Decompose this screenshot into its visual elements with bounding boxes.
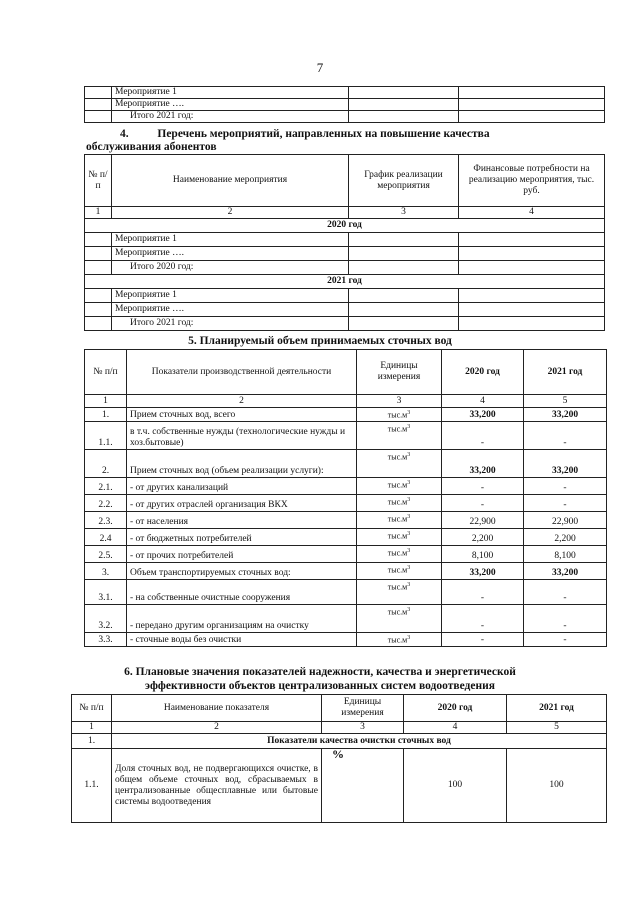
s4-2020-total: Итого 2020 год: — [112, 261, 349, 275]
s6-header-unit: Единицы измерения — [322, 695, 404, 722]
row-number: 3.1. — [85, 580, 127, 605]
table-row — [85, 529, 607, 546]
table-row — [85, 450, 607, 478]
s6-row-num: 1.1. — [72, 749, 112, 823]
unit-superscript: 3 — [407, 497, 411, 503]
unit-text: тыс.м — [387, 480, 408, 490]
s5-colnum: 3 — [357, 395, 442, 408]
row-number: 2.5. — [85, 546, 127, 563]
row-number: 1.1. — [85, 422, 127, 450]
row-unit — [357, 422, 442, 450]
s6-colnum: 1 — [72, 722, 112, 734]
unit-superscript: 3 — [407, 410, 411, 416]
unit-superscript: 3 — [407, 424, 411, 430]
value-2021: - — [524, 580, 607, 605]
unit-superscript: 3 — [407, 565, 411, 571]
row-number: 3. — [85, 563, 127, 580]
unit-superscript: 3 — [407, 548, 411, 554]
section4-table — [84, 154, 605, 331]
unit-superscript: 3 — [407, 480, 411, 486]
s5-colnum: 2 — [127, 395, 357, 408]
value-2021: - — [524, 422, 607, 450]
row-name: Прием сточных вод, всего — [127, 408, 357, 422]
value-2020: - — [442, 478, 524, 495]
value-2021: 33,200 — [524, 563, 607, 580]
section5-title: 5. Планируемый объем принимаемых сточных вод — [188, 335, 452, 347]
section6-title-2: эффективности объектов централизованных систем водоотведения — [145, 680, 495, 692]
row-unit — [357, 633, 442, 647]
value-2020: 33,200 — [442, 563, 524, 580]
s5-colnum: 5 — [524, 395, 607, 408]
row-unit — [357, 408, 442, 422]
row-number: 3.2. — [85, 605, 127, 633]
value-2020: 8,100 — [442, 546, 524, 563]
s5-header-unit: Единицы измерения — [357, 350, 442, 395]
unit-text: тыс.м — [387, 531, 408, 541]
section6-title-1: 6. Плановые значения показателей надежности, качества и энергетической — [124, 666, 516, 678]
table-row — [85, 633, 607, 647]
unit-text: тыс.м — [387, 424, 408, 434]
s4-colnum: 3 — [349, 207, 459, 219]
value-2020: 2,200 — [442, 529, 524, 546]
top-row-1: Мероприятие 1 — [112, 87, 349, 99]
table-row — [85, 478, 607, 495]
s4-header-finance: Финансовые потребности на реализацию мероприятия, тыс. руб. — [459, 155, 605, 207]
s4-2020-row-2: Мероприятие …. — [112, 247, 349, 261]
s6-header-name: Наименование показателя — [112, 695, 322, 722]
value-2020: - — [442, 422, 524, 450]
row-number: 2.2. — [85, 495, 127, 512]
s6-row-unit: % — [322, 749, 404, 823]
top-row-2: Мероприятие …. — [112, 99, 349, 111]
value-2020: - — [442, 580, 524, 605]
row-number: 2. — [85, 450, 127, 478]
unit-text: тыс.м — [387, 452, 408, 462]
value-2021: 22,900 — [524, 512, 607, 529]
table-row — [85, 546, 607, 563]
table-row — [85, 563, 607, 580]
row-unit — [357, 478, 442, 495]
s6-row-name: Доля сточных вод, не подвергающихся очистке, в общем объеме сточных вод, сбрасываемых в централизованные общесплавные или бытовые системы водоотведения — [112, 749, 322, 823]
s4-year-2020: 2020 год — [85, 219, 605, 233]
row-name: в т.ч. собственные нужды (технологические нужды и хоз.бытовые) — [127, 422, 357, 450]
s6-colnum: 3 — [322, 722, 404, 734]
row-number: 2.1. — [85, 478, 127, 495]
table-row — [85, 580, 607, 605]
unit-superscript: 3 — [407, 635, 411, 641]
s4-colnum: 1 — [85, 207, 112, 219]
row-unit — [357, 512, 442, 529]
unit-text: тыс.м — [387, 582, 408, 592]
s5-header-name: Показатели производственной деятельности — [127, 350, 357, 395]
value-2020: - — [442, 633, 524, 647]
value-2020: 33,200 — [442, 450, 524, 478]
row-unit — [357, 529, 442, 546]
s5-header-2020: 2020 год — [442, 350, 524, 395]
page-number: 7 — [316, 60, 324, 75]
s4-colnum: 4 — [459, 207, 605, 219]
unit-text: тыс.м — [387, 635, 408, 645]
s6-group-title: Показатели качества очистки сточных вод — [112, 734, 607, 749]
s4-2021-row-1: Мероприятие 1 — [112, 289, 349, 303]
s6-row-2021: 100 — [507, 749, 607, 823]
s4-2021-total: Итого 2021 год: — [112, 317, 349, 331]
row-name: - на собственные очистные сооружения — [127, 580, 357, 605]
row-name: - от населения — [127, 512, 357, 529]
row-unit — [357, 563, 442, 580]
section4-title-1: 4. Перечень мероприятий, направленных на повышение качества — [120, 128, 490, 140]
value-2021: 33,200 — [524, 450, 607, 478]
s4-header-num: № п/п — [85, 155, 112, 207]
unit-superscript: 3 — [407, 607, 411, 613]
table-row — [85, 422, 607, 450]
table-row — [85, 408, 607, 422]
row-unit — [357, 495, 442, 512]
unit-text: тыс.м — [387, 548, 408, 558]
row-name: - от других отраслей организация ВКХ — [127, 495, 357, 512]
s4-year-2021: 2021 год — [85, 275, 605, 289]
s4-colnum: 2 — [112, 207, 349, 219]
unit-superscript: 3 — [407, 452, 411, 458]
s4-2020-row-1: Мероприятие 1 — [112, 233, 349, 247]
section5-table — [84, 349, 607, 647]
s6-colnum: 4 — [404, 722, 507, 734]
unit-text: тыс.м — [387, 497, 408, 507]
s4-2021-row-2: Мероприятие …. — [112, 303, 349, 317]
top-row-total: Итого 2021 год: — [112, 111, 349, 123]
row-number: 1. — [85, 408, 127, 422]
row-name: - от прочих потребителей — [127, 546, 357, 563]
value-2020: 22,900 — [442, 512, 524, 529]
value-2021: - — [524, 478, 607, 495]
value-2021: - — [524, 605, 607, 633]
s6-header-num: № п/п — [72, 695, 112, 722]
unit-superscript: 3 — [407, 582, 411, 588]
section4-title-2: обслуживания абонентов — [86, 141, 217, 153]
s5-colnum: 4 — [442, 395, 524, 408]
value-2021: 2,200 — [524, 529, 607, 546]
row-number: 2.3. — [85, 512, 127, 529]
s5-header-num: № п/п — [85, 350, 127, 395]
s5-header-2021: 2021 год — [524, 350, 607, 395]
row-unit — [357, 605, 442, 633]
s6-colnum: 5 — [507, 722, 607, 734]
row-name: Прием сточных вод (объем реализации услуги): — [127, 450, 357, 478]
unit-superscript: 3 — [407, 514, 411, 520]
value-2021: 33,200 — [524, 408, 607, 422]
unit-text: тыс.м — [387, 565, 408, 575]
value-2021: - — [524, 495, 607, 512]
row-number: 3.3. — [85, 633, 127, 647]
table-row — [85, 512, 607, 529]
unit-superscript: 3 — [407, 531, 411, 537]
value-2020: 33,200 — [442, 408, 524, 422]
s6-row-2020: 100 — [404, 749, 507, 823]
value-2020: - — [442, 605, 524, 633]
row-name: - передано другим организациям на очистку — [127, 605, 357, 633]
row-number: 2.4 — [85, 529, 127, 546]
s4-header-name: Наименование мероприятия — [112, 155, 349, 207]
unit-text: тыс.м — [387, 410, 408, 420]
s6-header-2020: 2020 год — [404, 695, 507, 722]
row-unit — [357, 546, 442, 563]
section6-table — [71, 694, 607, 823]
row-unit — [357, 580, 442, 605]
value-2021: 8,100 — [524, 546, 607, 563]
unit-text: тыс.м — [387, 514, 408, 524]
s6-colnum: 2 — [112, 722, 322, 734]
row-name: Объем транспортируемых сточных вод: — [127, 563, 357, 580]
row-name: - от бюджетных потребителей — [127, 529, 357, 546]
s4-header-schedule: График реализации мероприятия — [349, 155, 459, 207]
row-unit — [357, 450, 442, 478]
value-2021: - — [524, 633, 607, 647]
top-fragment-table — [84, 86, 605, 123]
row-name: - сточные воды без очистки — [127, 633, 357, 647]
s5-colnum: 1 — [85, 395, 127, 408]
row-name: - от других канализаций — [127, 478, 357, 495]
value-2020: - — [442, 495, 524, 512]
unit-text: тыс.м — [387, 607, 408, 617]
table-row — [85, 495, 607, 512]
s6-header-2021: 2021 год — [507, 695, 607, 722]
s5-rows — [85, 408, 607, 647]
s6-group-num: 1. — [72, 734, 112, 749]
table-row — [85, 605, 607, 633]
